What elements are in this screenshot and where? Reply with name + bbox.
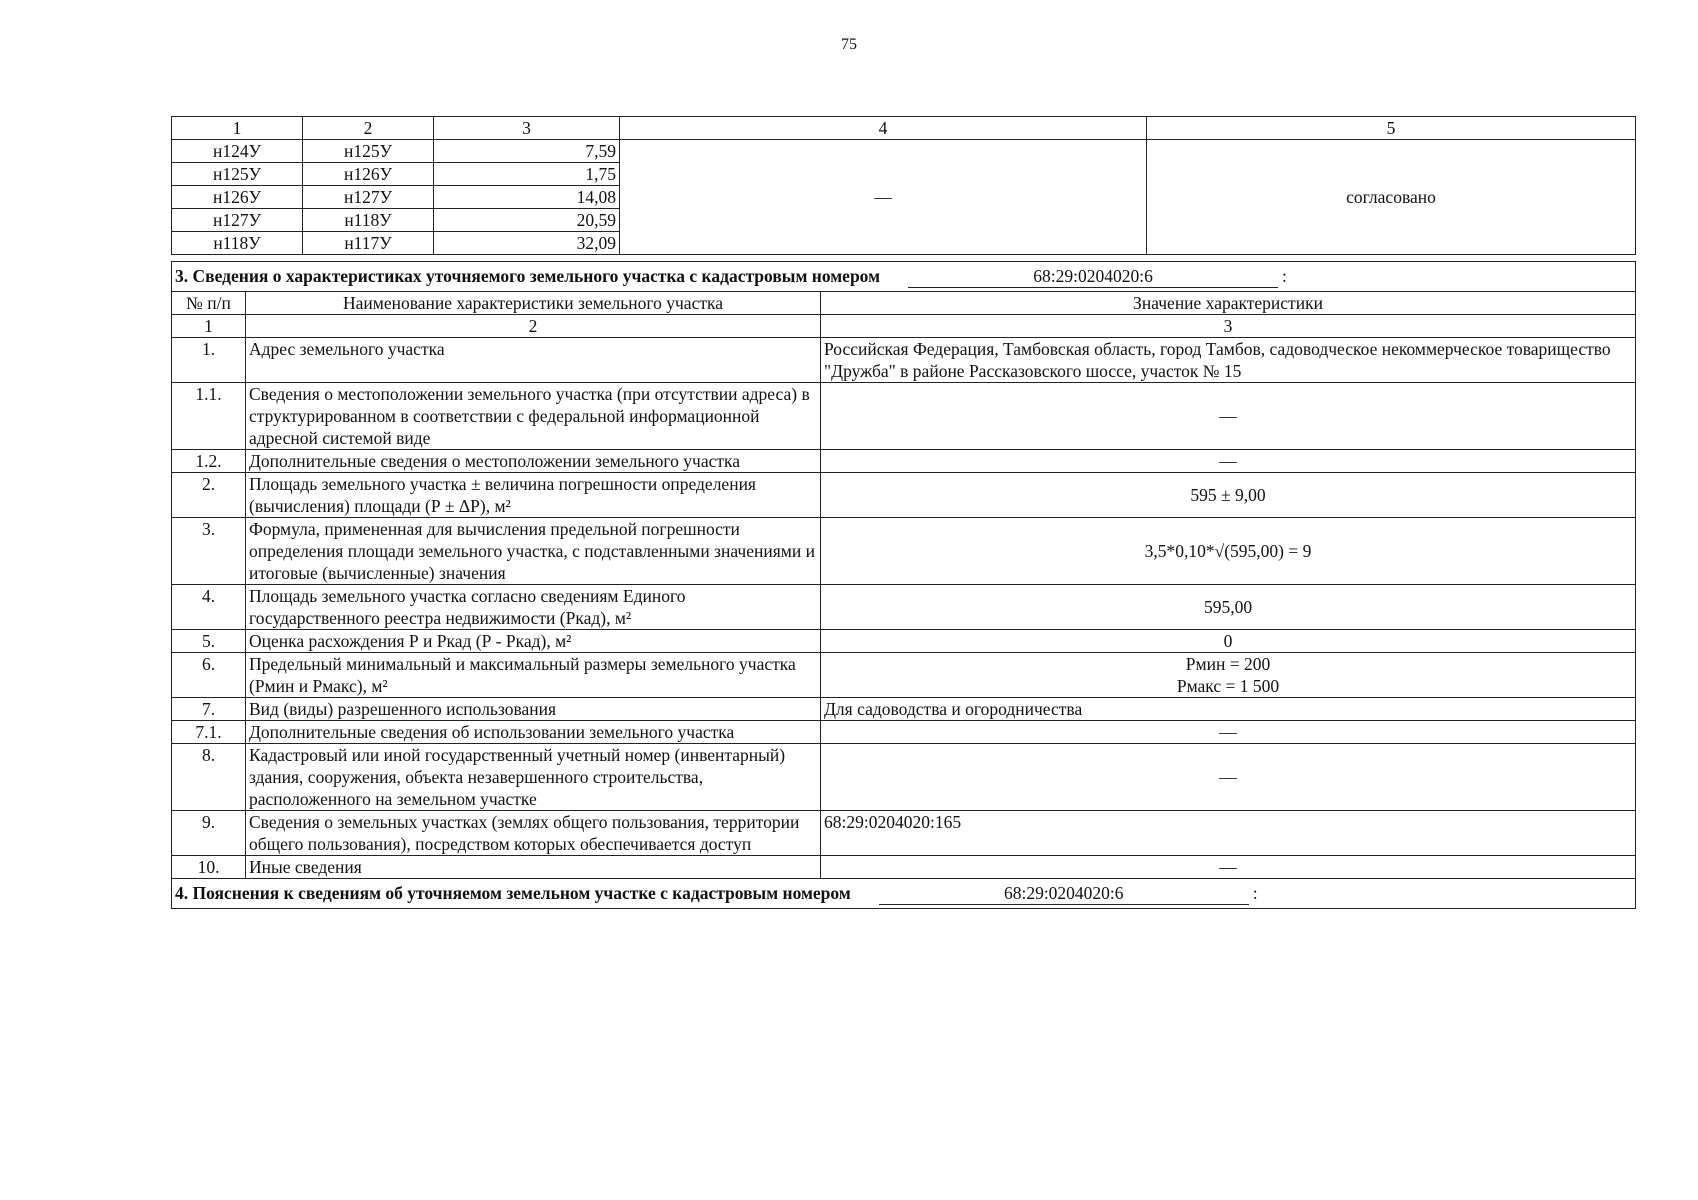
boundary-segments-table — [171, 116, 1636, 255]
characteristic-value: — — [821, 721, 1636, 744]
section-3-colon: : — [1282, 266, 1287, 286]
point-to: н117У — [303, 232, 434, 255]
land-plot-characteristics-table — [171, 261, 1636, 909]
section-3-title: 3. Сведения о характеристиках уточняемого земельного участка с кадастровым номером — [175, 266, 881, 286]
column-header-number: № п/п — [172, 292, 246, 315]
table-row — [172, 744, 1636, 811]
row-number: 6. — [172, 653, 246, 698]
row-number: 2. — [172, 473, 246, 518]
segment-length: 20,59 — [434, 209, 620, 232]
characteristic-name: Формула, примененная для вычисления предельной погрешности определения площади земельного участка, с подставленными значениями и итоговые (вычисленные) значения — [246, 518, 821, 585]
characteristic-value: 595,00 — [821, 585, 1636, 630]
row-number: 4. — [172, 585, 246, 630]
header-cell: 5 — [1147, 117, 1636, 140]
table-row — [172, 856, 1636, 879]
characteristic-value: — — [821, 856, 1636, 879]
table-row — [172, 450, 1636, 473]
row-number: 1. — [172, 338, 246, 383]
point-from: н126У — [172, 186, 303, 209]
characteristic-name: Оценка расхождения Р и Ркад (Р - Ркад), м² — [246, 630, 821, 653]
section-3-heading — [172, 262, 1636, 292]
characteristic-name: Сведения о местоположении земельного участка (при отсутствии адреса) в структурированном в соответствии с федеральной информационной адресной системой виде — [246, 383, 821, 450]
header-cell: 4 — [620, 117, 1147, 140]
table-row — [172, 653, 1636, 698]
table-row — [172, 338, 1636, 383]
segment-length: 7,59 — [434, 140, 620, 163]
header-cell: 3 — [434, 117, 620, 140]
characteristic-value: Для садоводства и огородничества — [821, 698, 1636, 721]
characteristic-name: Дополнительные сведения об использовании земельного участка — [246, 721, 821, 744]
area-min-value: Рмин = 200 — [1185, 654, 1271, 674]
row-number: 3. — [172, 518, 246, 585]
table-row — [172, 630, 1636, 653]
characteristic-value: — — [821, 450, 1636, 473]
row-number: 7.1. — [172, 721, 246, 744]
characteristic-name: Дополнительные сведения о местоположении земельного участка — [246, 450, 821, 473]
row-number: 5. — [172, 630, 246, 653]
table-row — [172, 811, 1636, 856]
header-cell: 1 — [172, 117, 303, 140]
point-to: н125У — [303, 140, 434, 163]
column-header-value: Значение характеристики — [821, 292, 1636, 315]
table-row — [172, 140, 1636, 163]
column-number: 1 — [172, 315, 246, 338]
page-number: 75 — [841, 36, 857, 53]
table-row — [172, 585, 1636, 630]
column-header-name: Наименование характеристики земельного участка — [246, 292, 821, 315]
section-4-colon: : — [1252, 883, 1258, 903]
segment-length: 32,09 — [434, 232, 620, 255]
column-number-row — [172, 315, 1636, 338]
characteristic-value: 68:29:0204020:165 — [821, 811, 1636, 856]
characteristic-value: — — [821, 744, 1636, 811]
point-from: н124У — [172, 140, 303, 163]
row-number: 10. — [172, 856, 246, 879]
section-3-cadastral-number: 68:29:0204020:6 — [908, 265, 1278, 288]
table-row — [172, 383, 1636, 450]
table-row — [172, 698, 1636, 721]
table-row — [172, 721, 1636, 744]
characteristic-name: Адрес земельного участка — [246, 338, 821, 383]
characteristic-name: Предельный минимальный и максимальный размеры земельного участка (Рмин и Рмакс), м² — [246, 653, 821, 698]
point-from: н118У — [172, 232, 303, 255]
point-to: н127У — [303, 186, 434, 209]
section-4-title: 4. Пояснения к сведениям об уточняемом земельном участке с кадастровым номером — [175, 883, 851, 903]
area-max-value: Рмакс = 1 500 — [1176, 676, 1280, 696]
row-number: 8. — [172, 744, 246, 811]
approval-status: согласовано — [1147, 140, 1636, 255]
characteristic-name: Сведения о земельных участках (землях общего пользования, территории общего пользования), посредством которых обеспечивается доступ — [246, 811, 821, 856]
characteristic-name: Площадь земельного участка ± величина погрешности определения (вычисления) площади (Р ± ΔР), м² — [246, 473, 821, 518]
column-header-row — [172, 292, 1636, 315]
characteristic-value: — — [821, 383, 1636, 450]
table-row — [172, 518, 1636, 585]
section-4-heading — [172, 879, 1636, 909]
characteristic-name: Кадастровый или иной государственный учетный номер (инвентарный) здания, сооружения, объекта незавершенного строительства, расположенного на земельном участке — [246, 744, 821, 811]
table-row — [172, 473, 1636, 518]
characteristic-value: 595 ± 9,00 — [821, 473, 1636, 518]
segment-length: 1,75 — [434, 163, 620, 186]
characteristic-value: Российская Федерация, Тамбовская область, город Тамбов, садоводческое некоммерческое товарищество "Дружба" в районе Рассказовского шоссе, участок № 15 — [821, 338, 1636, 383]
point-from: н125У — [172, 163, 303, 186]
row-number: 9. — [172, 811, 246, 856]
characteristic-name: Иные сведения — [246, 856, 821, 879]
point-to: н118У — [303, 209, 434, 232]
header-cell: 2 — [303, 117, 434, 140]
characteristic-name: Вид (виды) разрешенного использования — [246, 698, 821, 721]
point-from: н127У — [172, 209, 303, 232]
segment-length: 14,08 — [434, 186, 620, 209]
row-number: 1.1. — [172, 383, 246, 450]
characteristic-name: Площадь земельного участка согласно сведениям Единого государственного реестра недвижимости (Ркад), м² — [246, 585, 821, 630]
section-4-cadastral-number: 68:29:0204020:6 — [879, 882, 1249, 905]
row-number: 7. — [172, 698, 246, 721]
column-number: 3 — [821, 315, 1636, 338]
column-number: 2 — [246, 315, 821, 338]
characteristic-value — [821, 653, 1636, 698]
point-to: н126У — [303, 163, 434, 186]
row-number: 1.2. — [172, 450, 246, 473]
characteristic-value: 0 — [821, 630, 1636, 653]
characteristic-value: 3,5*0,10*√(595,00) = 9 — [821, 518, 1636, 585]
boundary-description: — — [620, 140, 1147, 255]
table-header-row — [172, 117, 1636, 140]
